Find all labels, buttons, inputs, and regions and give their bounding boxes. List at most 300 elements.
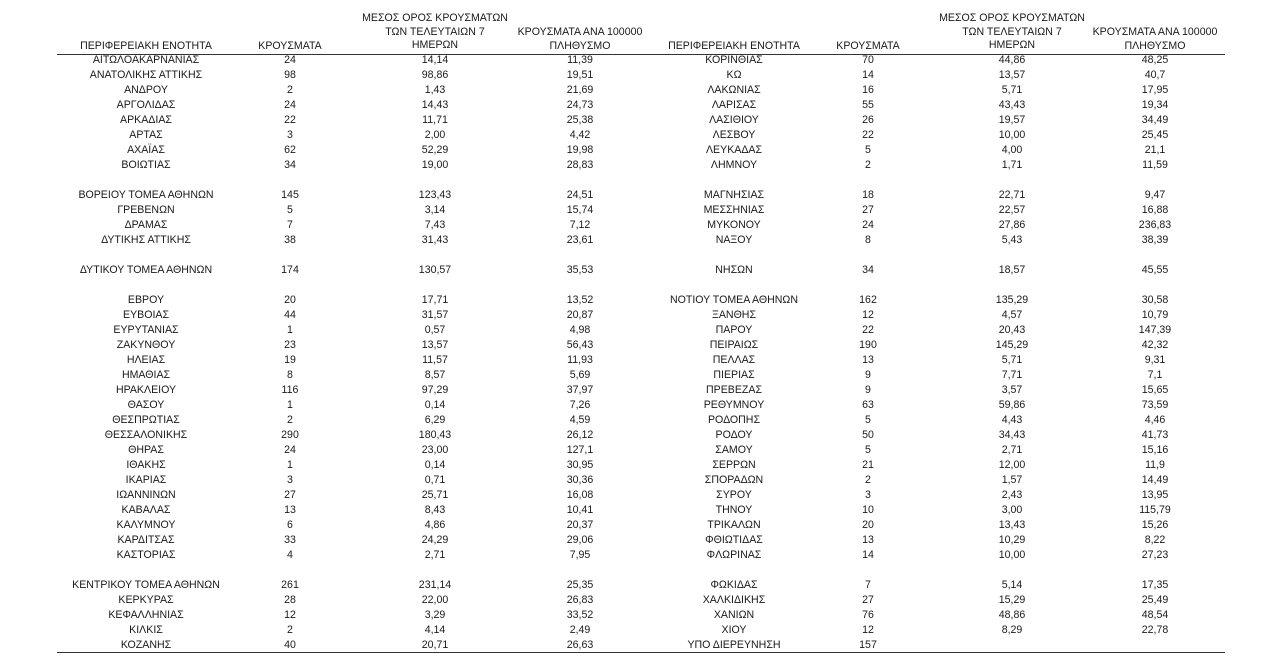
cell-avg7-right: 1,57 [1001, 474, 1023, 486]
cell-cases-left: 2 [287, 84, 293, 96]
cell-per100k-right: 42,32 [1141, 339, 1169, 351]
cell-region-left: ΔΥΤΙΚΟΥ ΤΟΜΕΑ ΑΘΗΝΩΝ [79, 264, 213, 276]
cell-per100k-right: 19,34 [1141, 99, 1169, 111]
cell-per100k-right: 10,79 [1141, 309, 1169, 321]
cell-cases-left: 174 [281, 264, 299, 276]
cell-region-left: ΗΜΑΘΙΑΣ [121, 369, 171, 381]
cell-region-left: ΙΘΑΚΗΣ [126, 459, 166, 471]
cell-region-left: ΗΛΕΙΑΣ [126, 354, 166, 366]
cell-avg7-right: 18,57 [998, 264, 1026, 276]
cell-cases-left: 7 [287, 219, 293, 231]
cell-per100k-left: 24,51 [566, 189, 594, 201]
cell-cases-left: 3 [287, 129, 293, 141]
cell-avg7-left: 11,71 [422, 114, 448, 126]
cell-per100k-left: 7,26 [569, 399, 591, 411]
cell-cases-left [240, 563, 340, 577]
cell-cases-left [240, 278, 340, 292]
cell-cases-right: 13 [862, 354, 874, 366]
cell-avg7-right [932, 638, 1092, 652]
cell-cases-right: 50 [862, 429, 874, 441]
cell-per100k-left: 15,74 [566, 204, 594, 216]
cell-avg7-right: 4,43 [1001, 414, 1023, 426]
cell-avg7-right: 13,57 [998, 69, 1026, 81]
cell-region-right [645, 278, 823, 292]
cell-per100k-left: 26,12 [566, 429, 594, 441]
cell-cases-left: 1 [287, 324, 293, 336]
cell-avg7-left: 0,14 [424, 459, 446, 471]
cell-region-left: ΘΕΣΣΑΛΟΝΙΚΗΣ [104, 429, 188, 441]
cell-cases-left: 261 [281, 579, 299, 591]
cell-avg7-left: 3,14 [424, 204, 446, 216]
cell-region-left: ΔΥΤΙΚΗΣ ΑΤΤΙΚΗΣ [101, 234, 191, 246]
cell-cases-right: 24 [862, 219, 874, 231]
cell-cases-left: 40 [284, 639, 296, 651]
cell-region-right: ΚΩ [726, 69, 742, 81]
cell-avg7-right: 10,00 [998, 129, 1026, 141]
cell-cases-left: 290 [281, 429, 299, 441]
cell-cases-left [240, 248, 340, 262]
cell-region-left: ΚΕΝΤΡΙΚΟΥ ΤΟΜΕΑ ΑΘΗΝΩΝ [72, 579, 220, 591]
cell-avg7-right: 44,86 [998, 54, 1026, 66]
cell-region-left: ΙΩΑΝΝΙΝΩΝ [116, 489, 176, 501]
cell-region-right: ΣΠΟΡΑΔΩΝ [704, 474, 764, 486]
cell-region-left: ΑΝΑΤΟΛΙΚΗΣ ΑΤΤΙΚΗΣ [89, 69, 203, 81]
cell-cases-left: 28 [284, 594, 296, 606]
cell-cases-right: 14 [862, 69, 874, 81]
cell-avg7-left: 180,43 [418, 429, 452, 441]
cell-per100k-left: 11,93 [567, 354, 593, 366]
cell-cases-left: 24 [284, 444, 296, 456]
cell-per100k-left: 30,36 [566, 474, 594, 486]
cell-avg7-right: 3,00 [1001, 504, 1023, 516]
cell-cases-right [818, 173, 918, 187]
header-cases-left: ΚΡΟΥΣΜΑΤΑ [258, 40, 322, 52]
cell-region-right: ΦΛΩΡΙΝΑΣ [706, 549, 762, 561]
cell-cases-left: 19 [284, 354, 296, 366]
cell-avg7-right: 10,00 [998, 549, 1026, 561]
cell-region-right: ΛΑΚΩΝΙΑΣ [707, 84, 761, 96]
cell-cases-left: 12 [284, 609, 296, 621]
header-avg-line2: ΤΩΝ ΤΕΛΕΥΤΑΙΩΝ 7 [962, 25, 1062, 38]
header-region-left: ΠΕΡΙΦΕΡΕΙΑΚΗ ΕΝΟΤΗΤΑ [80, 40, 212, 52]
cell-per100k-right: 15,65 [1141, 384, 1169, 396]
cell-region-left: ΒΟΡΕΙΟΥ ΤΟΜΕΑ ΑΘΗΝΩΝ [78, 189, 214, 201]
cell-per100k-left: 19,98 [566, 144, 594, 156]
cell-region-right: ΛΕΥΚΑΔΑΣ [705, 144, 763, 156]
cell-avg7-right: 1,71 [1001, 159, 1023, 171]
cell-cases-right: 5 [865, 414, 871, 426]
cell-cases-right: 18 [862, 189, 874, 201]
cell-region-left: ΖΑΚΥΝΘΟΥ [116, 339, 176, 351]
cell-region-left: ΘΕΣΠΡΩΤΙΑΣ [112, 414, 180, 426]
cell-cases-right: 14 [862, 549, 874, 561]
cell-region-right: ΚΟΡΙΝΘΙΑΣ [705, 54, 763, 66]
cell-cases-right: 190 [859, 339, 877, 351]
header-per100k-right [1075, 26, 1235, 53]
cell-per100k-right: 73,59 [1141, 399, 1169, 411]
cell-per100k-right: 13,95 [1141, 489, 1169, 501]
cell-per100k-right: 14,49 [1141, 474, 1169, 486]
cell-region-right: ΞΑΝΘΗΣ [711, 309, 757, 321]
cell-cases-right: 22 [862, 324, 874, 336]
header-per100k-left [500, 26, 660, 53]
cell-region-right: ΠΕΛΛΑΣ [712, 354, 756, 366]
cell-per100k-right: 17,35 [1141, 579, 1169, 591]
cell-per100k-right: 4,46 [1144, 414, 1166, 426]
cell-region-right: ΠΙΕΡΙΑΣ [713, 369, 755, 381]
header-avg-right [932, 12, 1092, 53]
cell-avg7-left: 31,43 [421, 234, 449, 246]
cell-avg7-left: 4,86 [424, 519, 446, 531]
cell-avg7-left: 11,57 [422, 354, 448, 366]
cell-cases-left: 1 [287, 459, 293, 471]
cell-avg7-right: 2,43 [1001, 489, 1023, 501]
cell-region-right [645, 563, 823, 577]
cell-cases-left: 34 [284, 159, 296, 171]
cell-region-right: ΠΕΙΡΑΙΩΣ [709, 339, 759, 351]
cell-per100k-right: 41,73 [1141, 429, 1169, 441]
cell-avg7-left: 2,71 [424, 549, 446, 561]
cell-avg7-right: 48,86 [998, 609, 1026, 621]
cell-cases-right: 9 [865, 369, 871, 381]
cell-per100k-left: 23,61 [566, 234, 594, 246]
cell-cases-right: 34 [862, 264, 874, 276]
cell-avg7-left: 52,29 [421, 144, 449, 156]
cell-per100k-right: 7,1 [1147, 369, 1163, 381]
cell-cases-left: 6 [287, 519, 293, 531]
footer-rule [57, 652, 1225, 653]
cell-region-right: ΛΑΡΙΣΑΣ [711, 99, 757, 111]
header-avg-line1: ΜΕΣΟΣ ΟΡΟΣ ΚΡΟΥΣΜΑΤΩΝ [362, 12, 508, 24]
cell-region-left [57, 278, 235, 292]
cell-avg7-left: 8,43 [424, 504, 446, 516]
cell-avg7-left: 13,57 [421, 339, 449, 351]
cell-per100k-left: 26,63 [566, 639, 594, 651]
cell-cases-left: 20 [284, 294, 296, 306]
cell-region-left: ΓΡΕΒΕΝΩΝ [117, 204, 175, 216]
cell-cases-right: 13 [862, 534, 874, 546]
cell-avg7-right: 4,00 [1001, 144, 1023, 156]
cell-per100k-right: 25,45 [1141, 129, 1169, 141]
cell-per100k-left: 30,95 [566, 459, 594, 471]
cell-per100k-right: 22,78 [1141, 624, 1169, 636]
cell-region-left: ΚΟΖΑΝΗΣ [120, 639, 172, 651]
cell-cases-left: 145 [281, 189, 299, 201]
cell-region-right: ΣΑΜΟΥ [715, 444, 753, 456]
cell-region-right: ΠΑΡΟΥ [715, 324, 753, 336]
cell-avg7-left: 3,29 [424, 609, 446, 621]
cell-cases-left: 2 [287, 624, 293, 636]
header-avg-line3: ΗΜΕΡΩΝ [988, 39, 1036, 51]
cell-per100k-right: 21,1 [1144, 144, 1166, 156]
cell-avg7-right: 5,71 [1001, 354, 1023, 366]
cell-per100k-left: 24,73 [566, 99, 594, 111]
cell-per100k-right: 48,25 [1141, 54, 1169, 66]
cell-per100k-left: 10,41 [566, 504, 594, 516]
cell-region-left: ΑΡΤΑΣ [129, 129, 163, 141]
cell-avg7-left [355, 278, 515, 292]
cell-per100k-right: 40,7 [1144, 69, 1166, 81]
cell-region-left: ΚΑΒΑΛΑΣ [121, 504, 171, 516]
cell-cases-left: 23 [284, 339, 296, 351]
header-per100k-line1: ΚΡΟΥΣΜΑΤΑ ΑΝΑ 100000 [517, 26, 643, 38]
cell-avg7-left [355, 563, 515, 577]
cell-cases-left: 3 [287, 474, 293, 486]
cell-cases-right: 157 [859, 639, 877, 651]
cell-avg7-right: 19,57 [998, 114, 1026, 126]
header-avg-line1: ΜΕΣΟΣ ΟΡΟΣ ΚΡΟΥΣΜΑΤΩΝ [939, 12, 1085, 24]
cell-cases-right: 9 [865, 384, 871, 396]
cell-per100k-right [1075, 638, 1235, 652]
cell-avg7-left: 7,43 [424, 219, 446, 231]
cell-cases-right: 26 [862, 114, 874, 126]
cell-cases-right: 70 [862, 54, 874, 66]
cell-per100k-left: 35,53 [566, 264, 594, 276]
cell-cases-left: 44 [284, 309, 296, 321]
cell-per100k-left: 13,52 [566, 294, 594, 306]
cell-per100k-left: 7,12 [569, 219, 591, 231]
cell-avg7-left: 22,00 [421, 594, 449, 606]
header-avg-left [355, 12, 515, 53]
cell-cases-right: 8 [865, 234, 871, 246]
cell-avg7-left: 4,14 [424, 624, 446, 636]
cell-per100k-right: 11,59 [1142, 159, 1168, 171]
cell-region-left [57, 248, 235, 262]
cell-avg7-left: 0,57 [424, 324, 446, 336]
cell-avg7-left [355, 173, 515, 187]
cell-per100k-right: 236,83 [1138, 219, 1172, 231]
cell-avg7-right: 2,71 [1001, 444, 1023, 456]
cell-per100k-left: 7,95 [569, 549, 591, 561]
cell-avg7-left: 123,43 [418, 189, 452, 201]
cell-per100k-right [1075, 173, 1235, 187]
cell-region-left: ΚΕΡΚΥΡΑΣ [118, 594, 174, 606]
cell-per100k-right: 9,47 [1144, 189, 1166, 201]
cell-avg7-right: 12,00 [998, 459, 1026, 471]
cell-region-right: ΛΗΜΝΟΥ [710, 159, 758, 171]
cell-region-left [57, 173, 235, 187]
cell-per100k-left [500, 278, 660, 292]
cell-cases-right: 2 [865, 159, 871, 171]
cell-per100k-left: 20,37 [566, 519, 594, 531]
cell-region-right: ΣΥΡΟΥ [716, 489, 752, 501]
cell-region-left: ΑΙΤΩΛΟΑΚΑΡΝΑΝΙΑΣ [92, 54, 200, 66]
cell-per100k-right: 115,79 [1139, 504, 1171, 516]
cell-per100k-left: 26,83 [566, 594, 594, 606]
cell-cases-right: 12 [862, 624, 874, 636]
header-per100k-line2: ΠΛΗΘΥΣΜΟ [549, 39, 611, 52]
cell-per100k-left [500, 563, 660, 577]
cell-region-left: ΕΥΡΥΤΑΝΙΑΣ [113, 324, 179, 336]
cell-cases-right: 20 [862, 519, 874, 531]
cell-per100k-right: 15,16 [1141, 444, 1169, 456]
cell-per100k-left [500, 173, 660, 187]
cell-per100k-left: 56,43 [566, 339, 594, 351]
cell-avg7-right: 43,43 [998, 99, 1026, 111]
cell-avg7-right: 135,29 [995, 294, 1029, 306]
cell-avg7-left: 0,14 [424, 399, 446, 411]
cell-per100k-right: 11,9 [1145, 459, 1165, 471]
cell-cases-left: 62 [284, 144, 296, 156]
cell-avg7-left: 23,00 [421, 444, 449, 456]
cell-region-right: ΛΕΣΒΟΥ [712, 129, 756, 141]
header-region-right: ΠΕΡΙΦΕΡΕΙΑΚΗ ΕΝΟΤΗΤΑ [668, 40, 800, 52]
cell-region-right: ΝΗΣΩΝ [715, 264, 753, 276]
cell-per100k-right: 147,39 [1138, 324, 1172, 336]
cell-region-right: ΣΕΡΡΩΝ [712, 459, 756, 471]
cell-cases-right: 63 [862, 399, 874, 411]
cell-per100k-left: 4,98 [569, 324, 591, 336]
cell-avg7-left: 98,86 [421, 69, 449, 81]
cell-region-right: ΝΟΤΙΟΥ ΤΟΜΕΑ ΑΘΗΝΩΝ [669, 294, 799, 306]
cell-cases-left: 38 [284, 234, 296, 246]
cell-region-left: ΚΕΦΑΛΛΗΝΙΑΣ [108, 609, 184, 621]
cell-region-left: ΕΥΒΟΙΑΣ [123, 309, 169, 321]
cell-avg7-left: 130,57 [418, 264, 452, 276]
cell-region-right: ΦΩΚΙΔΑΣ [710, 579, 758, 591]
cell-cases-right: 55 [862, 99, 874, 111]
cell-per100k-left: 29,06 [566, 534, 594, 546]
cell-cases-left: 5 [287, 204, 293, 216]
cell-region-left: ΚΑΣΤΟΡΙΑΣ [116, 549, 176, 561]
cell-per100k-left: 2,49 [569, 624, 591, 636]
cell-region-right: ΜΕΣΣΗΝΙΑΣ [703, 204, 765, 216]
cell-avg7-right: 22,71 [998, 189, 1026, 201]
cell-avg7-right [932, 173, 1092, 187]
cell-avg7-right: 20,43 [998, 324, 1026, 336]
cell-cases-left: 24 [284, 99, 296, 111]
cell-region-right: ΡΟΔΟΠΗΣ [707, 414, 761, 426]
cell-region-left: ΗΡΑΚΛΕΙΟΥ [115, 384, 177, 396]
cell-avg7-left: 14,43 [421, 99, 449, 111]
cell-cases-right: 3 [865, 489, 871, 501]
cell-avg7-left: 19,00 [421, 159, 449, 171]
cell-region-right: ΜΑΓΝΗΣΙΑΣ [703, 189, 765, 201]
cell-per100k-right: 8,22 [1144, 534, 1166, 546]
cell-avg7-right: 5,71 [1001, 84, 1023, 96]
header-avg-line2: ΤΩΝ ΤΕΛΕΥΤΑΙΩΝ 7 [385, 25, 485, 38]
cell-avg7-right: 3,57 [1001, 384, 1023, 396]
cell-per100k-right: 38,39 [1141, 234, 1169, 246]
cell-per100k-right: 16,88 [1141, 204, 1169, 216]
cell-per100k-left [500, 248, 660, 262]
cell-region-right: ΧΑΝΙΩΝ [713, 609, 755, 621]
cell-cases-left: 1 [287, 399, 293, 411]
cell-per100k-left: 4,42 [569, 129, 591, 141]
cell-region-right: ΧΑΛΚΙΔΙΚΗΣ [702, 594, 766, 606]
cell-region-left: ΙΚΑΡΙΑΣ [125, 474, 167, 486]
cell-avg7-right: 22,57 [998, 204, 1026, 216]
cell-cases-right: 27 [862, 594, 874, 606]
cell-cases-right: 5 [865, 444, 871, 456]
cell-cases-left: 8 [287, 369, 293, 381]
cell-region-right: ΡΟΔΟΥ [715, 429, 753, 441]
cell-region-left: ΘΗΡΑΣ [128, 444, 164, 456]
cell-avg7-right: 15,29 [998, 594, 1026, 606]
cell-cases-right [818, 248, 918, 262]
cell-cases-right: 22 [862, 129, 874, 141]
cell-avg7-left: 31,57 [421, 309, 449, 321]
cell-avg7-left: 97,29 [421, 384, 449, 396]
cell-avg7-right: 8,29 [1001, 624, 1023, 636]
cell-avg7-right [932, 278, 1092, 292]
cell-cases-left: 4 [287, 549, 293, 561]
cell-per100k-left: 4,59 [569, 414, 591, 426]
cell-cases-right: 7 [865, 579, 871, 591]
cell-per100k-left: 37,97 [566, 384, 594, 396]
cell-per100k-right: 9,31 [1144, 354, 1166, 366]
cell-region-right: ΛΑΣΙΘΙΟΥ [709, 114, 759, 126]
cell-avg7-left: 25,71 [421, 489, 449, 501]
cell-avg7-right: 7,71 [1001, 369, 1023, 381]
cell-cases-right: 16 [862, 84, 874, 96]
cell-per100k-left: 5,69 [569, 369, 591, 381]
cell-region-right: ΡΕΘΥΜΝΟΥ [703, 399, 765, 411]
cell-region-right: ΧΙΟΥ [721, 624, 747, 636]
cell-avg7-right: 5,43 [1001, 234, 1023, 246]
cell-avg7-left: 14,14 [421, 54, 449, 66]
cell-per100k-left: 28,83 [566, 159, 594, 171]
cell-cases-right: 12 [862, 309, 874, 321]
cell-region-left: ΑΡΓΟΛΙΔΑΣ [116, 99, 176, 111]
cell-per100k-right: 25,49 [1141, 594, 1169, 606]
cell-per100k-left: 16,08 [566, 489, 594, 501]
cell-cases-right [818, 278, 918, 292]
cell-cases-right [818, 563, 918, 577]
cell-avg7-left: 20,71 [421, 639, 449, 651]
cell-region-left: ΑΧΑΪΑΣ [127, 144, 165, 156]
cell-cases-left: 2 [287, 414, 293, 426]
cell-cases-left: 24 [284, 54, 296, 66]
cell-avg7-left: 1,43 [424, 84, 446, 96]
header-per100k-line1: ΚΡΟΥΣΜΑΤΑ ΑΝΑ 100000 [1092, 26, 1218, 38]
cell-per100k-right: 30,58 [1141, 294, 1169, 306]
cell-per100k-left: 20,87 [566, 309, 594, 321]
cell-per100k-right: 45,55 [1141, 264, 1169, 276]
cell-region-right: ΝΑΞΟΥ [715, 234, 753, 246]
cell-cases-left: 13 [284, 504, 296, 516]
cell-region-right: ΤΡΙΚΑΛΩΝ [707, 519, 761, 531]
cell-region-left: ΔΡΑΜΑΣ [124, 219, 168, 231]
cell-avg7-right: 5,14 [1001, 579, 1023, 591]
cell-avg7-left: 6,29 [424, 414, 446, 426]
cell-cases-left: 27 [284, 489, 296, 501]
cell-avg7-left: 8,57 [424, 369, 446, 381]
header-avg-line3: ΗΜΕΡΩΝ [411, 39, 459, 51]
cell-cases-right: 5 [865, 144, 871, 156]
cell-region-left: ΑΡΚΑΔΙΑΣ [120, 114, 172, 126]
cell-avg7-right [932, 563, 1092, 577]
cell-avg7-right: 59,86 [998, 399, 1026, 411]
cell-cases-left: 116 [281, 384, 299, 396]
cell-region-right [645, 173, 823, 187]
cell-avg7-left: 0,71 [424, 474, 446, 486]
cell-avg7-right: 10,29 [998, 534, 1026, 546]
cell-cases-right: 21 [862, 459, 874, 471]
cell-avg7-right: 145,29 [995, 339, 1029, 351]
cell-region-left: ΚΑΛΥΜΝΟΥ [116, 519, 176, 531]
cell-region-left: ΚΙΛΚΙΣ [129, 624, 163, 636]
cell-per100k-left: 21,69 [566, 84, 594, 96]
cell-region-right [645, 248, 823, 262]
header-cases-right: ΚΡΟΥΣΜΑΤΑ [836, 40, 900, 52]
cell-per100k-left: 25,35 [566, 579, 594, 591]
cell-avg7-right [932, 248, 1092, 262]
cell-region-left: ΒΟΙΩΤΙΑΣ [121, 159, 171, 171]
cell-per100k-right [1075, 248, 1235, 262]
cell-region-left [57, 563, 235, 577]
cell-avg7-left: 17,71 [421, 294, 449, 306]
